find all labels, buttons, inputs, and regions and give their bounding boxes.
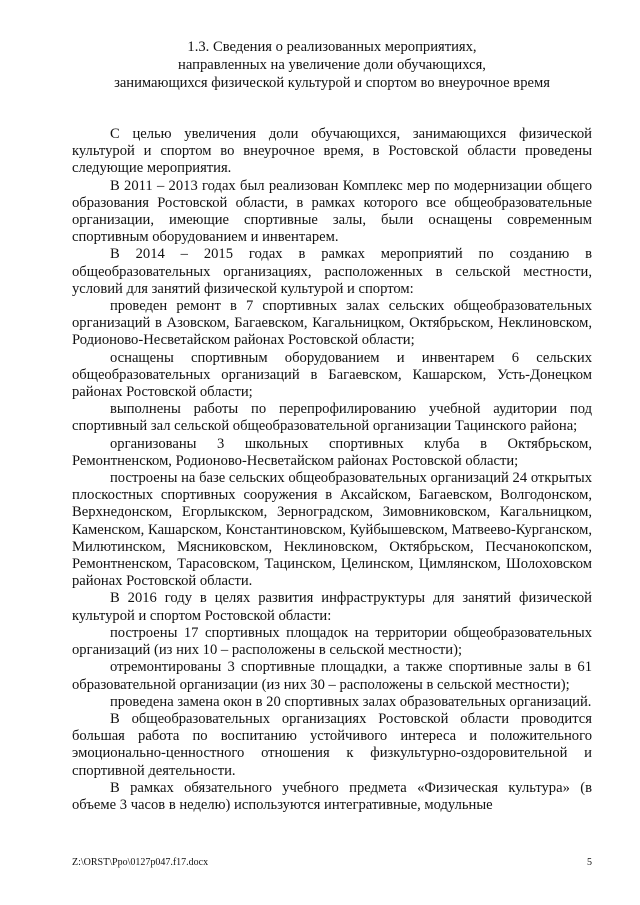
list-item-sport-grounds: построены 17 спортивных площадок на территории общеобразовательных организаций (из них 10 – расположены в сельской местности); [72,624,592,659]
section-heading [72,38,592,92]
heading-line: направленных на увеличение доли обучающихся, [178,57,486,73]
paragraph-2014-2015: В 2014 – 2015 годах в рамках мероприятий по созданию в общеобразовательных организациях, расположенных в сельской местности, условий для занятий физической культурой и спортом: [72,246,592,297]
list-item-reprofiling: выполнены работы по перепрофилированию учебной аудитории под спортивный зал сельской общеобразовательной организации Тацинского района; [72,401,592,435]
file-path: Z:\ORST\Ppo\0127p047.f17.docx [72,857,209,868]
list-item-equipment: оснащены спортивным оборудованием и инвентарем 6 сельских общеобразовательных организаций в Багаевском, Кашарском, Усть-Донецком районах Ростовской области; [72,349,592,401]
list-item-sport-clubs: организованы 3 школьных спортивных клуба в Октябрьском, Ремонтненском, Родионово-Несветайском районах Ростовской области; [72,435,592,469]
heading-line: 1.3. Сведения о реализованных мероприятиях, [187,39,477,55]
paragraph-education-work: В общеобразовательных организациях Ростовской области проводится большая работа по воспитанию устойчивого интереса и положительного эмоционально-ценностного отношения к физкультурно-оздоровительной и спортивной деятельности. [72,710,592,779]
list-item-renovation: отремонтированы 3 спортивные площадки, а также спортивные залы в 61 образовательной организации (из них 30 – расположены в сельской местности); [72,659,592,693]
list-item-windows: проведена замена окон в 20 спортивных залах образовательных организаций. [110,693,592,710]
list-item-repair: проведен ремонт в 7 спортивных залах сельских общеобразовательных организаций в Азовском, Багаевском, Кагальницком, Октябрьском, Неклиновском, Родионово-Несветайском районах Ростовской области; [72,298,592,349]
paragraph-physical-culture-subject: В рамках обязательного учебного предмета «Физическая культура» (в объеме 3 часов в неделю) используются интегративные, модульные [72,779,592,813]
page-number: 5 [587,857,592,868]
document-body [72,126,592,814]
document-page [72,38,592,814]
paragraph-intro: С целью увеличения доли обучающихся, занимающихся физической культурой и спортом во внеурочное время, в Ростовской области проведены следующие мероприятия. [72,126,592,177]
list-item-outdoor-facilities: построены на базе сельских общеобразовательных организаций 24 открытых плоскостных спортивных сооружения в Аксайском, Багаевском, Волгодонском, Верхнедонском, Егорлыкском, Зерноградском, Зимовниковском, Кагальницком, Каменском, Кашарском, Константиновском, Куйбышевском, Матвеево-Курганском, Милютинском, Мясниковском, Неклиновском, Октябрьском, Песчанокопском, Ремонтненском, Тарасовском, Тацинском, Целинском, Цимлянском, Шолоховском районах Ростовской области. [72,470,592,590]
paragraph-2016: В 2016 году в целях развития инфраструктуры для занятий физической культурой и спортом Ростовской области: [72,590,592,624]
heading-line: занимающихся физической культурой и спортом во внеурочное время [114,75,550,91]
paragraph-2011-2013: В 2011 – 2013 годах был реализован Комплекс мер по модернизации общего образования Ростовской области, в рамках которого все общеобразовательные организации, имеющие спортивные залы, были оснащены современным спортивным оборудованием и инвентарем. [72,177,592,246]
